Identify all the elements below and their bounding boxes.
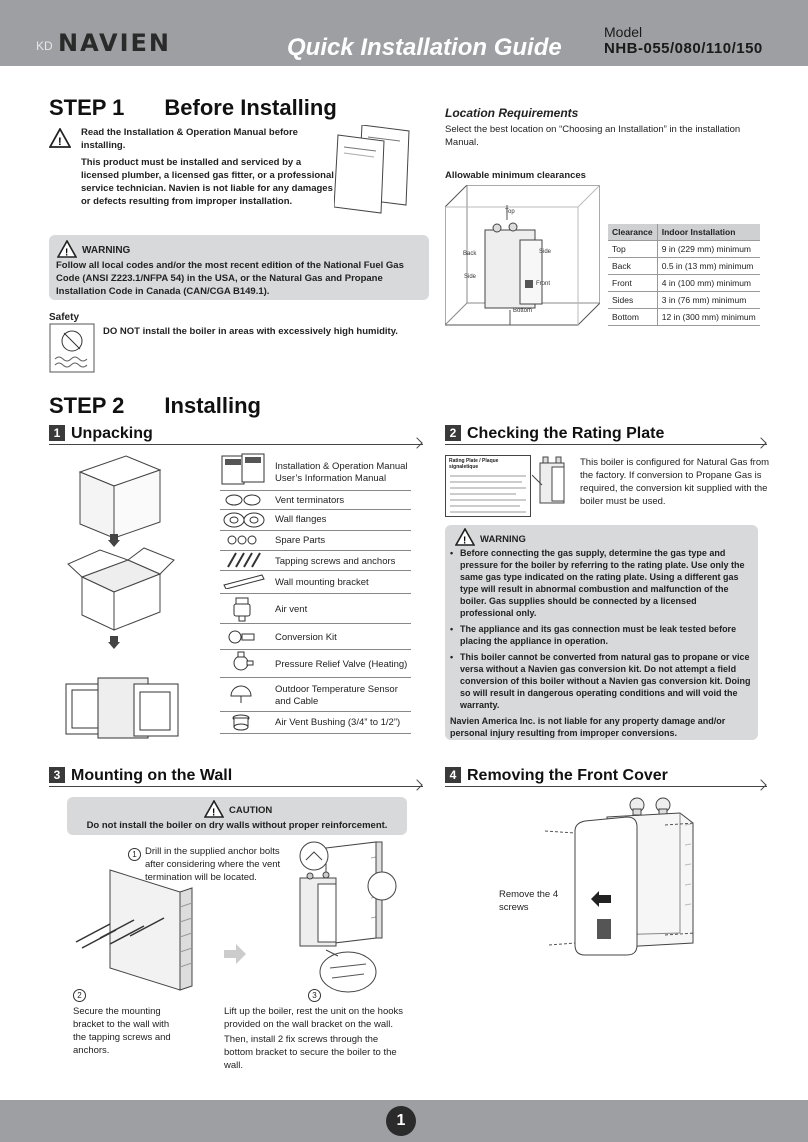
- diagram-label-bottom: Bottom: [513, 308, 533, 314]
- bracket-icon: [222, 573, 266, 592]
- section-cover-heading: [445, 767, 668, 785]
- table-header-clearance: Clearance: [608, 224, 657, 241]
- navien-logo: [58, 30, 218, 63]
- part-wall-bracket: Wall mounting bracket: [275, 577, 369, 588]
- table-cell: Bottom: [608, 309, 657, 326]
- step2-heading: [49, 393, 261, 419]
- part-conversion-kit: Conversion Kit: [275, 632, 337, 643]
- location-text: Select the best location on “Choosing an Installation” in the installation Manual.: [445, 124, 741, 148]
- table-cell: Sides: [608, 292, 657, 309]
- parts-divider: [220, 490, 411, 491]
- section-title: Removing the Front Cover: [467, 767, 668, 784]
- diagram-label-side-right: Side: [539, 249, 552, 255]
- section-rule: [445, 444, 767, 445]
- step1-number: STEP 1: [49, 95, 125, 120]
- section-number: 4: [445, 767, 461, 783]
- parts-divider: [220, 530, 411, 531]
- spare-parts-icon: [226, 532, 262, 551]
- air-vent-icon: [232, 596, 252, 625]
- model-label: Model: [604, 24, 643, 40]
- page-number: 1: [386, 1106, 416, 1136]
- section-rule: [49, 786, 423, 787]
- warning-triangle-icon: [49, 128, 71, 151]
- table-cell: Back: [608, 258, 657, 275]
- front-cover-illustration: [545, 795, 705, 968]
- rating-plate-title: Rating Plate / Plaque signaletique: [449, 458, 499, 470]
- warning-text: Follow all local codes and/or the most recent edition of the National Fuel Gas Code (ANSI Z223.1/NFPA 54) in the USA, or the Natural Gas and Propane Installation Code in Canada (CAN/CGA B149.1).: [56, 260, 404, 297]
- step2-title: Installing: [164, 393, 261, 418]
- step-number: 1: [128, 848, 141, 861]
- part-air-vent-bushing: Air Vent Bushing (3/4” to 1/2”): [275, 717, 401, 728]
- boiler-mounting-illustration: [286, 838, 406, 1001]
- section-rating-heading: [445, 425, 664, 443]
- section-rule: [49, 444, 423, 445]
- section-title: Mounting on the Wall: [71, 767, 233, 784]
- step1-title: Before Installing: [164, 95, 337, 120]
- table-cell: 0.5 in (13 mm) minimum: [657, 258, 760, 275]
- rating-plate-image: [445, 455, 531, 517]
- part-screws-anchors: Tapping screws and anchors: [275, 556, 396, 567]
- clearances-title: Allowable minimum clearances: [445, 170, 586, 181]
- table-cell: 4 in (100 mm) minimum: [657, 275, 760, 292]
- diagram-label-side-left: Side: [464, 274, 477, 280]
- notice-licensed: This product must be installed and serviced by a licensed plumber, a licensed gas fitter, or a professional service technician. Navien is not liable for any damages or defects resulting from improper installation.: [81, 157, 334, 207]
- svg-text:!: !: [463, 535, 467, 546]
- rule-arrow-icon: [411, 437, 422, 448]
- vent-terminator-icon: [224, 493, 264, 510]
- warning-icon: [455, 528, 475, 549]
- caution-text: Do not install the boiler on dry walls without proper reinforcement.: [86, 820, 388, 831]
- step-circle-2: [73, 989, 86, 1002]
- section-number: 2: [445, 425, 461, 441]
- kd-mark: KD: [36, 39, 53, 53]
- table-cell: Top: [608, 241, 657, 258]
- mount-step1-text: Drill in the supplied anchor bolts after considering where the vent termination will be located.: [145, 846, 281, 883]
- svg-text:NAVIEN: NAVIEN: [58, 30, 172, 56]
- clearance-diagram: [445, 185, 600, 358]
- part-wall-flanges: Wall flanges: [275, 514, 327, 525]
- section-rule: [445, 786, 767, 787]
- humidity-icon: [49, 323, 95, 376]
- step1-heading: [49, 95, 337, 121]
- section-title: Checking the Rating Plate: [467, 425, 665, 442]
- step-number: 2: [73, 989, 86, 1002]
- rating-warning-list: [450, 547, 752, 739]
- bushing-icon: [230, 713, 252, 734]
- diagram-label-front: Front: [536, 281, 551, 287]
- parts-divider: [220, 593, 411, 594]
- table-cell: 3 in (76 mm) minimum: [657, 292, 760, 309]
- outdoor-sensor-icon: [228, 680, 254, 707]
- table-row: [608, 309, 760, 326]
- guide-title: Quick Installation Guide: [287, 34, 562, 61]
- step-circle-3: [308, 989, 321, 1002]
- mount-step2-text: Secure the mounting bracket to the wall with the tapping screws and anchors.: [73, 1006, 171, 1056]
- manuals-icon: [220, 452, 268, 489]
- part-spare-parts: Spare Parts: [275, 535, 326, 546]
- screws-icon: [224, 551, 264, 572]
- parts-divider: [220, 649, 411, 650]
- parts-divider: [220, 623, 411, 624]
- part-manual: Installation & Operation Manual: [275, 461, 408, 472]
- warning-icon: [57, 240, 77, 261]
- table-cell: 12 in (300 mm) minimum: [657, 309, 760, 326]
- table-row: [608, 258, 760, 275]
- diagram-label-top: Top: [505, 209, 515, 215]
- parts-divider: [220, 733, 411, 734]
- parts-divider: [220, 677, 411, 678]
- mount-step3-text: Lift up the boiler, rest the unit on the hooks provided on the wall bracket on the wall.: [224, 1006, 404, 1030]
- svg-text:!: !: [212, 807, 216, 818]
- warning-bullet: • The appliance and its gas connection must be leak tested before placing the appliance in operation.: [450, 623, 752, 647]
- wall-drill-illustration: [70, 862, 210, 995]
- model-number: NHB-055/080/110/150: [604, 40, 763, 57]
- manuals-illustration: [334, 125, 414, 218]
- table-cell: 9 in (229 mm) minimum: [657, 241, 760, 258]
- diagram-label-back: Back: [463, 251, 477, 257]
- arrow-right-icon: [222, 943, 248, 968]
- rule-arrow-icon: [411, 779, 422, 790]
- part-user-manual: User’s Information Manual: [275, 473, 387, 484]
- cover-note: Remove the 4 screws: [499, 889, 559, 913]
- part-vent-terminators: Vent terminators: [275, 495, 345, 506]
- part-air-vent: Air vent: [275, 604, 308, 615]
- svg-text:!: !: [65, 247, 69, 258]
- rule-arrow-icon: [755, 779, 766, 790]
- section-number: 1: [49, 425, 65, 441]
- rating-warning-title: WARNING: [480, 534, 526, 545]
- table-row: [608, 292, 760, 309]
- safety-label: Safety: [49, 312, 80, 323]
- location-title: Location Requirements: [445, 106, 579, 120]
- step-circle-1: [128, 848, 141, 861]
- parts-divider: [220, 711, 411, 712]
- step2-number: STEP 2: [49, 393, 125, 418]
- step-number: 3: [308, 989, 321, 1002]
- caution-title: CAUTION: [229, 805, 273, 816]
- conversion-kit-icon: [226, 628, 256, 649]
- rule-arrow-icon: [755, 437, 766, 448]
- warning-title: WARNING: [82, 245, 131, 256]
- rating-text: This boiler is configured for Natural Gas from the factory. If conversion to Propane Gas is required, the conversion kit supplied with the boiler must be used.: [580, 457, 770, 507]
- notice-read-manual: Read the Installation & Operation Manual before installing.: [81, 127, 298, 151]
- table-row: [608, 241, 760, 258]
- part-outdoor-sensor: Outdoor Temperature Sensor: [275, 684, 398, 695]
- mount-step3-text2: Then, install 2 fix screws through the bottom bracket to secure the boiler to the wall.: [224, 1034, 397, 1071]
- section-number: 3: [49, 767, 65, 783]
- safety-text: DO NOT install the boiler in areas with excessively high humidity.: [103, 326, 398, 337]
- section-unpacking-heading: [49, 425, 153, 443]
- warning-bullet: • Before connecting the gas supply, determine the gas type and pressure for the boiler by referring to the rating plate. Use only the same gas type indicated on the rating plate. Using a different gas type will result in abnormal combustion and malfunction of the boiler. Gas supplies should be connected by a licensed professional only.: [450, 547, 752, 619]
- caution-icon: [204, 800, 224, 821]
- unpacking-illustration: [62, 452, 192, 755]
- part-outdoor-sensor-cable: and Cable: [275, 696, 319, 707]
- boiler-plate-location-illustration: [532, 455, 572, 510]
- table-row: [608, 275, 760, 292]
- clearance-table: [608, 224, 760, 326]
- part-relief-valve: Pressure Relief Valve (Heating): [275, 659, 408, 670]
- svg-text:!: !: [58, 136, 62, 148]
- section-title: Unpacking: [71, 425, 153, 442]
- rating-warning-footer: Navien America Inc. is not liable for any property damage and/or personal injury resulting from improper conversions.: [450, 716, 726, 738]
- parts-divider: [220, 570, 411, 571]
- relief-valve-icon: [228, 651, 254, 678]
- table-header-indoor: Indoor Installation: [657, 224, 760, 241]
- section-mounting-heading: [49, 767, 232, 785]
- table-cell: Front: [608, 275, 657, 292]
- warning-bullet: • This boiler cannot be converted from natural gas to propane or vice versa without a Navien gas conversion kit. Do not attempt a field conversion of this boiler without a Navien gas conversion kit. Doing so will result in dangerous operating conditions and will void the warranty.: [450, 651, 752, 711]
